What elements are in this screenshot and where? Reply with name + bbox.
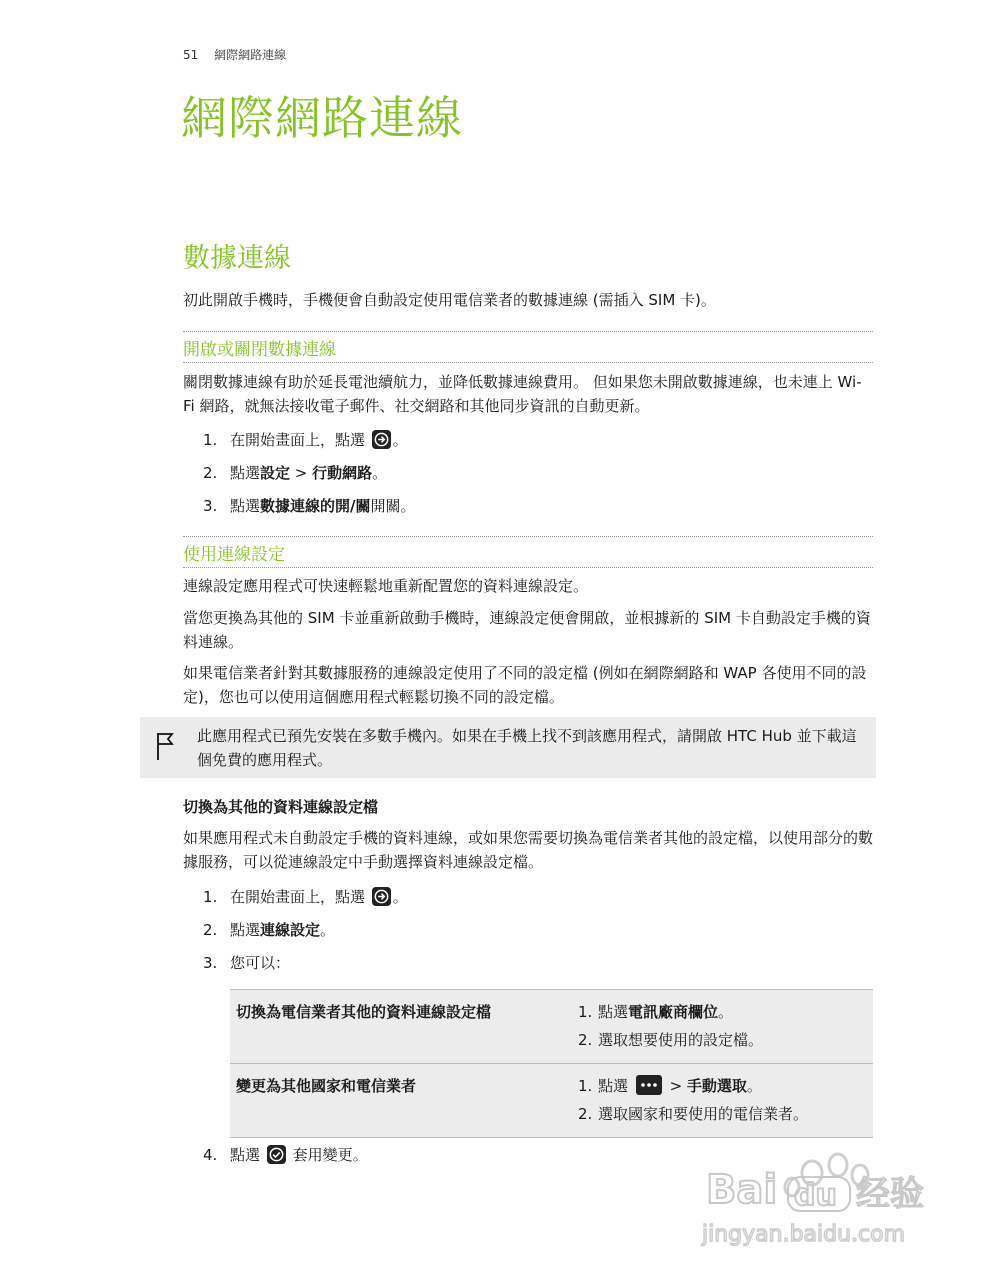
settings-p2: 當您更換為其他的 SIM 卡並重新啟動手機時，連線設定便會開啟，並根據新的 SIM 卡自動設定手機的資料連線。	[183, 609, 871, 651]
step-text: 點選	[230, 464, 261, 482]
step-number: 1.	[578, 1003, 593, 1021]
switch-step-4	[203, 1143, 368, 1167]
svg-text:经验: 经验	[856, 1174, 924, 1214]
toggle-heading: 開啟或關閉數據連線	[183, 331, 873, 363]
settings-p1: 連線設定應用程式可快速輕鬆地重新配置您的資料連線設定。	[183, 577, 589, 595]
watermark-url: jingyan.baidu.com	[702, 1222, 906, 1247]
step-number: 2.	[203, 464, 218, 482]
step-text: 在開始畫面上，點選	[230, 888, 366, 906]
step-text: 在開始畫面上，點選	[230, 431, 366, 449]
running-header	[183, 46, 286, 63]
toggle-step-3	[203, 494, 416, 518]
step-number: 4.	[203, 1146, 218, 1164]
note-text: 此應用程式已預先安裝在多數手機內。如果在手機上找不到該應用程式，請開啟 HTC Hub 並下載這個免費的應用程式。	[197, 727, 857, 769]
switch-step-3	[203, 951, 290, 975]
connection-setup-label: 連線設定	[260, 921, 321, 939]
flag-icon	[156, 731, 174, 761]
note-box	[140, 717, 876, 778]
data-switch-label: 數據連線的開/關	[260, 497, 371, 515]
step-text: 點選	[598, 1077, 629, 1095]
running-title: 網際網路連線	[214, 48, 287, 62]
toggle-step-2	[203, 461, 387, 485]
step-text: 點選	[598, 1003, 629, 1021]
more-icon	[636, 1075, 662, 1095]
step-text: 選取國家和要使用的電信業者。	[598, 1105, 809, 1123]
manual-select-label: 手動選取	[686, 1077, 747, 1095]
settings-p3: 如果電信業者針對其數據服務的連線設定使用了不同的設定檔 (例如在網際網路和 WAP 各使用不同的設定)，您也可以使用這個應用程式輕鬆切換不同的設定檔。	[183, 664, 867, 706]
row-steps	[572, 990, 873, 1064]
options-table	[230, 989, 873, 1138]
step-text-end: 。	[392, 431, 408, 449]
step-number: 3.	[203, 954, 218, 972]
carrier-field-label: 電訊廠商欄位	[628, 1003, 719, 1021]
row-steps	[572, 1064, 873, 1138]
svg-text:Bai: Bai	[706, 1167, 778, 1213]
arrow-circle-icon	[372, 430, 391, 449]
step-number: 2.	[578, 1031, 593, 1049]
check-circle-icon	[267, 1145, 286, 1164]
settings-heading: 使用連線設定	[183, 536, 873, 568]
step-number: 2.	[578, 1105, 593, 1123]
step-text-end: 開關。	[370, 497, 416, 515]
toggle-step-1	[203, 428, 408, 452]
mobile-network-label: 行動網路	[312, 464, 373, 482]
step-text: 點選	[230, 921, 261, 939]
step-text: 點選	[230, 1146, 261, 1164]
step-number: 1.	[578, 1077, 593, 1095]
row-label: 切換為電信業者其他的資料連線設定檔	[236, 1003, 492, 1021]
section-title: 數據連線	[183, 243, 291, 274]
toggle-desc: 關閉數據連線有助於延長電池續航力，並降低數據連線費用。 但如果您未開啟數據連線，也未連上 Wi-Fi 網路，就無法接收電子郵件、社交網路和其他同步資訊的自動更新。	[183, 373, 862, 415]
step-text-end: 。	[372, 464, 388, 482]
arrow-circle-icon	[372, 887, 391, 906]
section-intro: 初此開啟手機時，手機便會自動設定使用電信業者的數據連線 (需插入 SIM 卡)。	[183, 291, 716, 309]
page-number: 51	[183, 48, 199, 62]
step-text-end: 套用變更。	[292, 1146, 368, 1164]
separator: >	[290, 464, 313, 482]
step-number: 3.	[203, 497, 218, 515]
step-text-end: 。	[392, 888, 408, 906]
step-text-end: 。	[320, 921, 336, 939]
separator: >	[664, 1077, 687, 1095]
svg-text:du: du	[794, 1178, 837, 1213]
settings-label: 設定	[260, 464, 291, 482]
switch-desc: 如果應用程式未自動設定手機的資料連線，或如果您需要切換為電信業者其他的設定檔，以使用部分的數據服務，可以從連線設定中手動選擇資料連線設定檔。	[183, 829, 874, 871]
step-text-end: 。	[746, 1077, 762, 1095]
page-title: 網際網路連線	[181, 91, 463, 145]
step-text: 點選	[230, 497, 261, 515]
step-number: 1.	[203, 888, 218, 906]
baidu-watermark-logo	[700, 1135, 960, 1255]
row-label: 變更為其他國家和電信業者	[236, 1077, 417, 1095]
switch-step-2	[203, 918, 335, 942]
switch-step-1	[203, 885, 408, 909]
step-number: 1.	[203, 431, 218, 449]
step-text: 選取想要使用的設定檔。	[598, 1031, 764, 1049]
switch-heading: 切換為其他的資料連線設定檔	[183, 798, 379, 816]
step-number: 2.	[203, 921, 218, 939]
table-row	[230, 1064, 873, 1138]
step-text-end: 。	[718, 1003, 734, 1021]
table-row	[230, 990, 873, 1064]
step-text: 您可以：	[230, 954, 291, 972]
